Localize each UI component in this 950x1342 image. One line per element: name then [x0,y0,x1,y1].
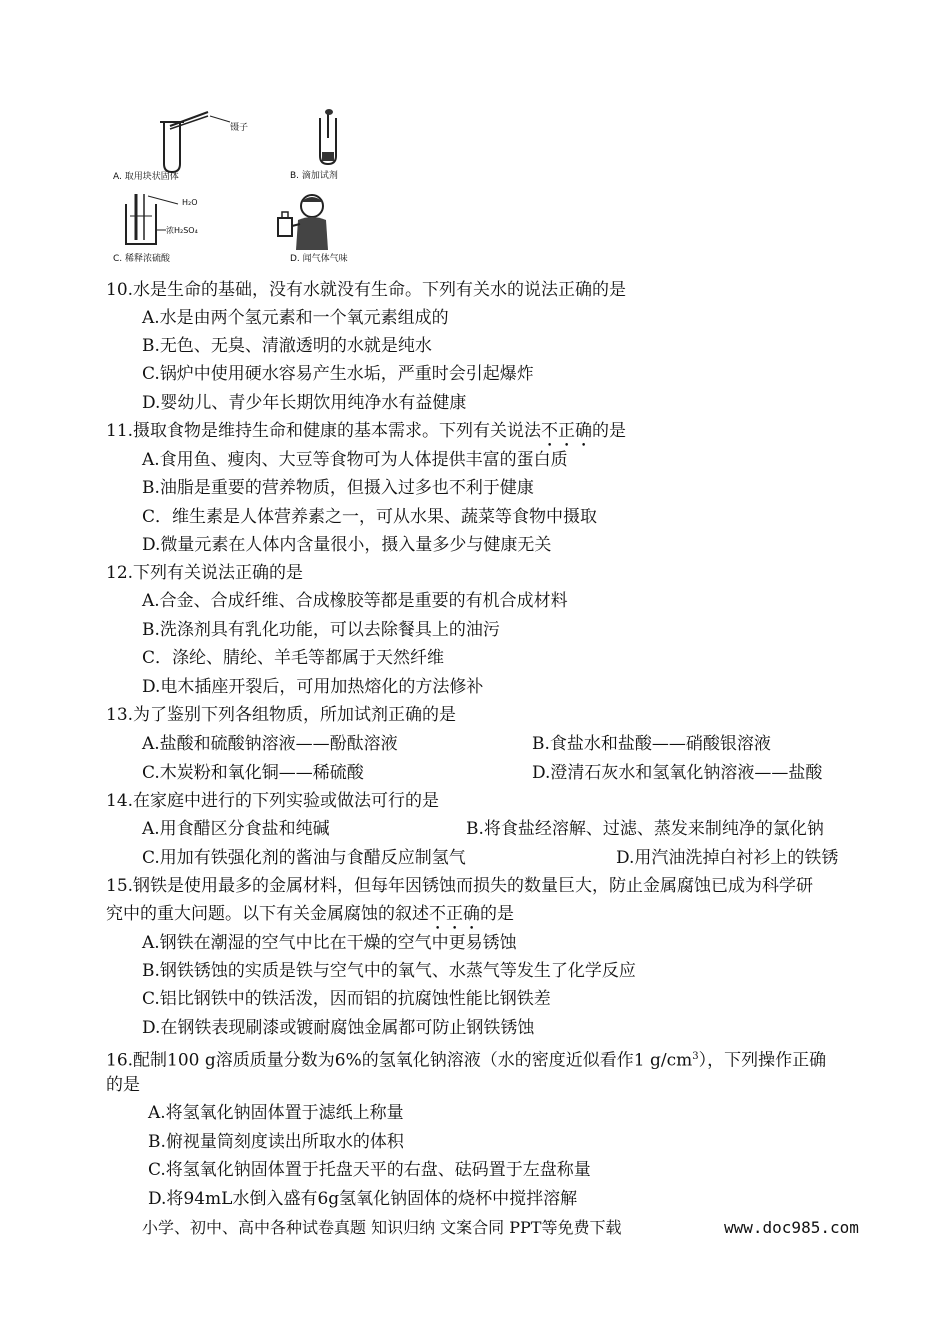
q16-option-b: B.俯视量筒刻度读出所取水的体积 [148,1132,404,1152]
q14-option-d: D.用汽油洗掉白衬衫上的铁锈 [616,848,839,868]
q11-stem-post: 的是 [592,421,627,441]
figure-c-dilute-acid [118,190,208,250]
q14-stem: 14.在家庭中进行的下列实验或做法可行的是 [106,791,440,811]
q16-stem-pre: 16.配制100 g溶质质量分数为6%的氢氧化钠溶液（水的密度近似看作1 g/cm [106,1050,693,1071]
q16-option-a: A.将氢氧化钠固体置于滤纸上称量 [148,1103,404,1123]
q11-stem [106,420,626,451]
figure-c-caption: C. 稀释浓硫酸 [113,254,171,264]
q13-option-b: B.食盐水和盐酸——硝酸银溶液 [532,734,771,754]
q13-option-a: A.盐酸和硫酸钠溶液——酚酞溶液 [142,734,398,754]
q15-stem2-post: 的是 [480,904,514,924]
q10-option-b: B.无色、无臭、清澈透明的水就是纯水 [142,336,432,356]
q14-option-a: A.用食醋区分食盐和纯碱 [142,819,330,839]
q15-stem-emphasis: 不正确 [429,904,480,924]
footer-text: 小学、初中、高中各种试卷真题 知识归纳 文案合同 PPT等免费下载 [142,1218,622,1237]
person-smelling-illustration [270,192,340,252]
figure-a-caption: A. 取用块状固体 [113,172,179,182]
q13-option-c: C.木炭粉和氧化铜——稀硫酸 [142,763,364,783]
q16-stem-superscript: 3 [692,1051,699,1062]
figure-d-smell-gas [270,192,340,252]
q16-stem [106,1046,826,1072]
figure-c-water-label: H₂O [182,198,198,207]
footer-url[interactable]: www.doc985.com [724,1218,859,1237]
q12-option-c: C．涤纶、腈纶、羊毛等都属于天然纤维 [142,648,445,668]
q11-option-b: B.油脂是重要的营养物质，但摄入过多也不利于健康 [142,478,534,498]
q11-stem-emphasis: 不正确 [541,421,593,441]
q16-option-c: C.将氢氧化钠固体置于托盘天平的右盘、砝码置于左盘称量 [148,1160,591,1180]
q11-option-a: A.食用鱼、瘦肉、大豆等食物可为人体提供丰富的蛋白质 [142,450,568,470]
figure-b-caption: B. 滴加试剂 [290,171,338,181]
figure-a-tweezers-label: 镊子 [230,123,249,133]
q11-option-d: D.微量元素在人体内含量很小，摄入量多少与健康无关 [142,535,552,555]
q10-option-c: C.锅炉中使用硬水容易产生水垢，严重时会引起爆炸 [142,364,534,384]
q11-stem-pre: 11.摄取食物是维持生命和健康的基本需求。下列有关说法 [106,421,542,441]
q15-option-b: B.钢铁锈蚀的实质是铁与空气中的氧气、水蒸气等发生了化学反应 [142,961,636,981]
figure-b-dropper [300,108,360,168]
q15-option-c: C.铝比钢铁中的铁活泼，因而铝的抗腐蚀性能比钢铁差 [142,989,551,1009]
q10-stem: 10.水是生命的基础，没有水就没有生命。下列有关水的说法正确的是 [106,280,627,300]
q15-stem: 15.钢铁是使用最多的金属材料，但每年因锈蚀而损失的数量巨大，防止金属腐蚀已成为科学研 [106,876,814,896]
figure-d-caption: D. 闻气体气味 [290,254,348,264]
q12-stem: 12.下列有关说法正确的是 [106,563,304,583]
q15-stem2-pre: 究中的重大问题。以下有关金属腐蚀的叙述 [106,904,429,924]
test-tube-dropper-illustration [300,108,360,168]
figure-c-acid-label: 浓H₂SO₄ [166,226,198,235]
q15-option-a: A.钢铁在潮湿的空气中比在干燥的空气中更易锈蚀 [142,933,517,953]
q16-option-d: D.将94mL水倒入盛有6g氢氧化钠固体的烧杯中搅拌溶解 [148,1189,578,1209]
q10-option-a: A.水是由两个氢元素和一个氧元素组成的 [142,308,449,328]
q13-stem: 13.为了鉴别下列各组物质，所加试剂正确的是 [106,705,457,725]
q16-stem-continued: 的是 [106,1075,140,1095]
q16-stem-post: ），下列操作正确 [698,1050,827,1071]
q15-option-d: D.在钢铁表现刷漆或镀耐腐蚀金属都可防止钢铁锈蚀 [142,1018,535,1038]
q13-option-d: D.澄清石灰水和氢氧化钠溶液——盐酸 [532,763,823,783]
q11-option-c: C．维生素是人体营养素之一，可从水果、蔬菜等食物中摄取 [142,507,598,527]
q14-option-b: B.将食盐经溶解、过滤、蒸发来制纯净的氯化钠 [466,819,824,839]
q12-option-d: D.电木插座开裂后，可用加热熔化的方法修补 [142,677,484,697]
q14-option-c: C.用加有铁强化剂的酱油与食醋反应制氢气 [142,848,466,868]
q12-option-b: B.洗涤剂具有乳化功能，可以去除餐具上的油污 [142,620,500,640]
q10-option-d: D.婴幼儿、青少年长期饮用纯净水有益健康 [142,393,467,413]
q12-option-a: A.合金、合成纤维、合成橡胶等都是重要的有机合成材料 [142,591,568,611]
q15-stem-continued [106,903,514,934]
